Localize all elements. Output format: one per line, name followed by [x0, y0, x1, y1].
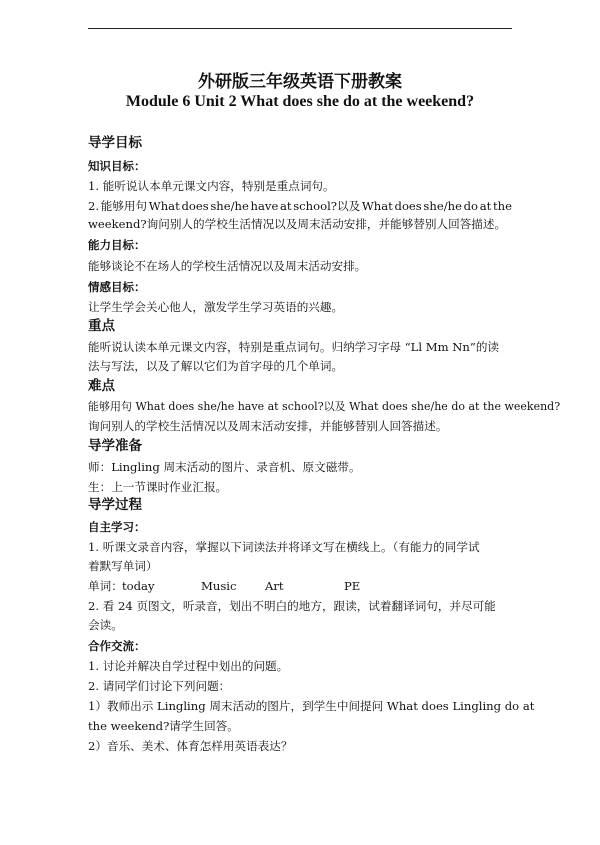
section-heading-key-points: 重点	[88, 318, 115, 334]
preparation-teacher: 师：Lingling 周末活动的图片、录音机、原文磁带。	[88, 460, 361, 474]
page-subtitle: Module 6 Unit 2 What does she do at the weekend?	[125, 93, 475, 110]
emotion-goals-text: 让学生学会关心他人，激发学生学习英语的兴趣。	[88, 300, 344, 314]
section-heading-goals: 导学目标	[88, 135, 142, 151]
knowledge-goals-label: 知识目标：	[88, 159, 146, 173]
word: at	[479, 199, 492, 213]
vocabulary-line	[88, 578, 360, 594]
word: 2.	[88, 199, 100, 213]
word: have	[250, 199, 279, 213]
cooperation-item3-line2: the weekend?请学生回答。	[88, 719, 239, 733]
preparation-student: 生：上一节课时作业汇报。	[88, 480, 228, 494]
key-points-line2: 法与写法，以及了解以它们为首字母的几个单词。	[88, 359, 344, 373]
self-study-item1-line1: 1. 听课文录音内容，掌握以下词读法并将译文写在横线上。（有能力的同学试	[88, 540, 480, 554]
ability-goals-text: 能够谈论不在场人的学校生活情况以及周末活动安排。	[88, 259, 367, 273]
word: she/he	[423, 199, 462, 213]
cooperation-item1: 1. 讨论并解决自学过程中划出的问题。	[88, 659, 289, 673]
page-title: 外研版三年级英语下册教案	[198, 72, 402, 92]
word: she/he	[210, 199, 249, 213]
emotion-goals-label: 情感目标：	[88, 280, 146, 294]
difficulties-line2: 询问别人的学校生活情况以及周末活动安排，并能够替别人回答描述。	[88, 419, 448, 433]
self-study-label: 自主学习：	[88, 520, 146, 534]
vocabulary-label: 单词：	[88, 579, 123, 593]
cooperation-item2: 2. 请同学们讨论下列问题：	[88, 679, 231, 693]
word: 能够用句	[100, 199, 148, 213]
cooperation-label: 合作交流：	[88, 639, 146, 653]
ability-goals-label: 能力目标：	[88, 238, 146, 252]
self-study-item2-line1: 2. 看 24 页图文，听录音，划出不明白的地方，跟读，试着翻译词句，并尽可能	[88, 599, 496, 613]
section-heading-preparation: 导学准备	[88, 438, 142, 454]
knowledge-item-2-line1	[88, 198, 512, 214]
knowledge-item-1: 1. 能听说认本单元课文内容，特别是重点词句。	[88, 179, 335, 193]
vocabulary-word: Art	[265, 579, 284, 593]
cooperation-item3-line1: 1）教师出示 Lingling 周末活动的图片，到学生中间提问 What does Lingling do at	[88, 699, 535, 713]
header-rule	[88, 28, 512, 29]
word: the	[492, 199, 512, 213]
vocabulary-word: Music	[201, 579, 237, 593]
cooperation-item4: 2）音乐、美术、体育怎样用英语表达？	[88, 739, 293, 753]
word: do	[463, 199, 479, 213]
key-points-line1: 能听说认读本单元课文内容，特别是重点词句。归纳学习字母 “Ll Mm Nn”的读	[88, 340, 500, 354]
word: does	[394, 199, 422, 213]
word: What	[148, 199, 180, 213]
vocabulary-word: PE	[344, 579, 361, 593]
knowledge-item-2-line2: weekend?询问别人的学校生活情况以及周末活动安排，并能够替别人回答描述。	[88, 217, 507, 231]
vocabulary-word: today	[122, 579, 155, 593]
difficulties-line1: 能够用句 What does she/he have at school?以及 What does she/he do at the weekend?	[88, 400, 561, 413]
word: at	[279, 199, 292, 213]
word: school?以及	[293, 199, 361, 213]
self-study-item2-line2: 会读。	[88, 618, 123, 632]
word: What	[361, 199, 393, 213]
section-heading-process: 导学过程	[88, 497, 142, 513]
self-study-item1-line2: 着默写单词）	[88, 559, 158, 573]
section-heading-difficulties: 难点	[88, 378, 115, 394]
word: does	[181, 199, 209, 213]
